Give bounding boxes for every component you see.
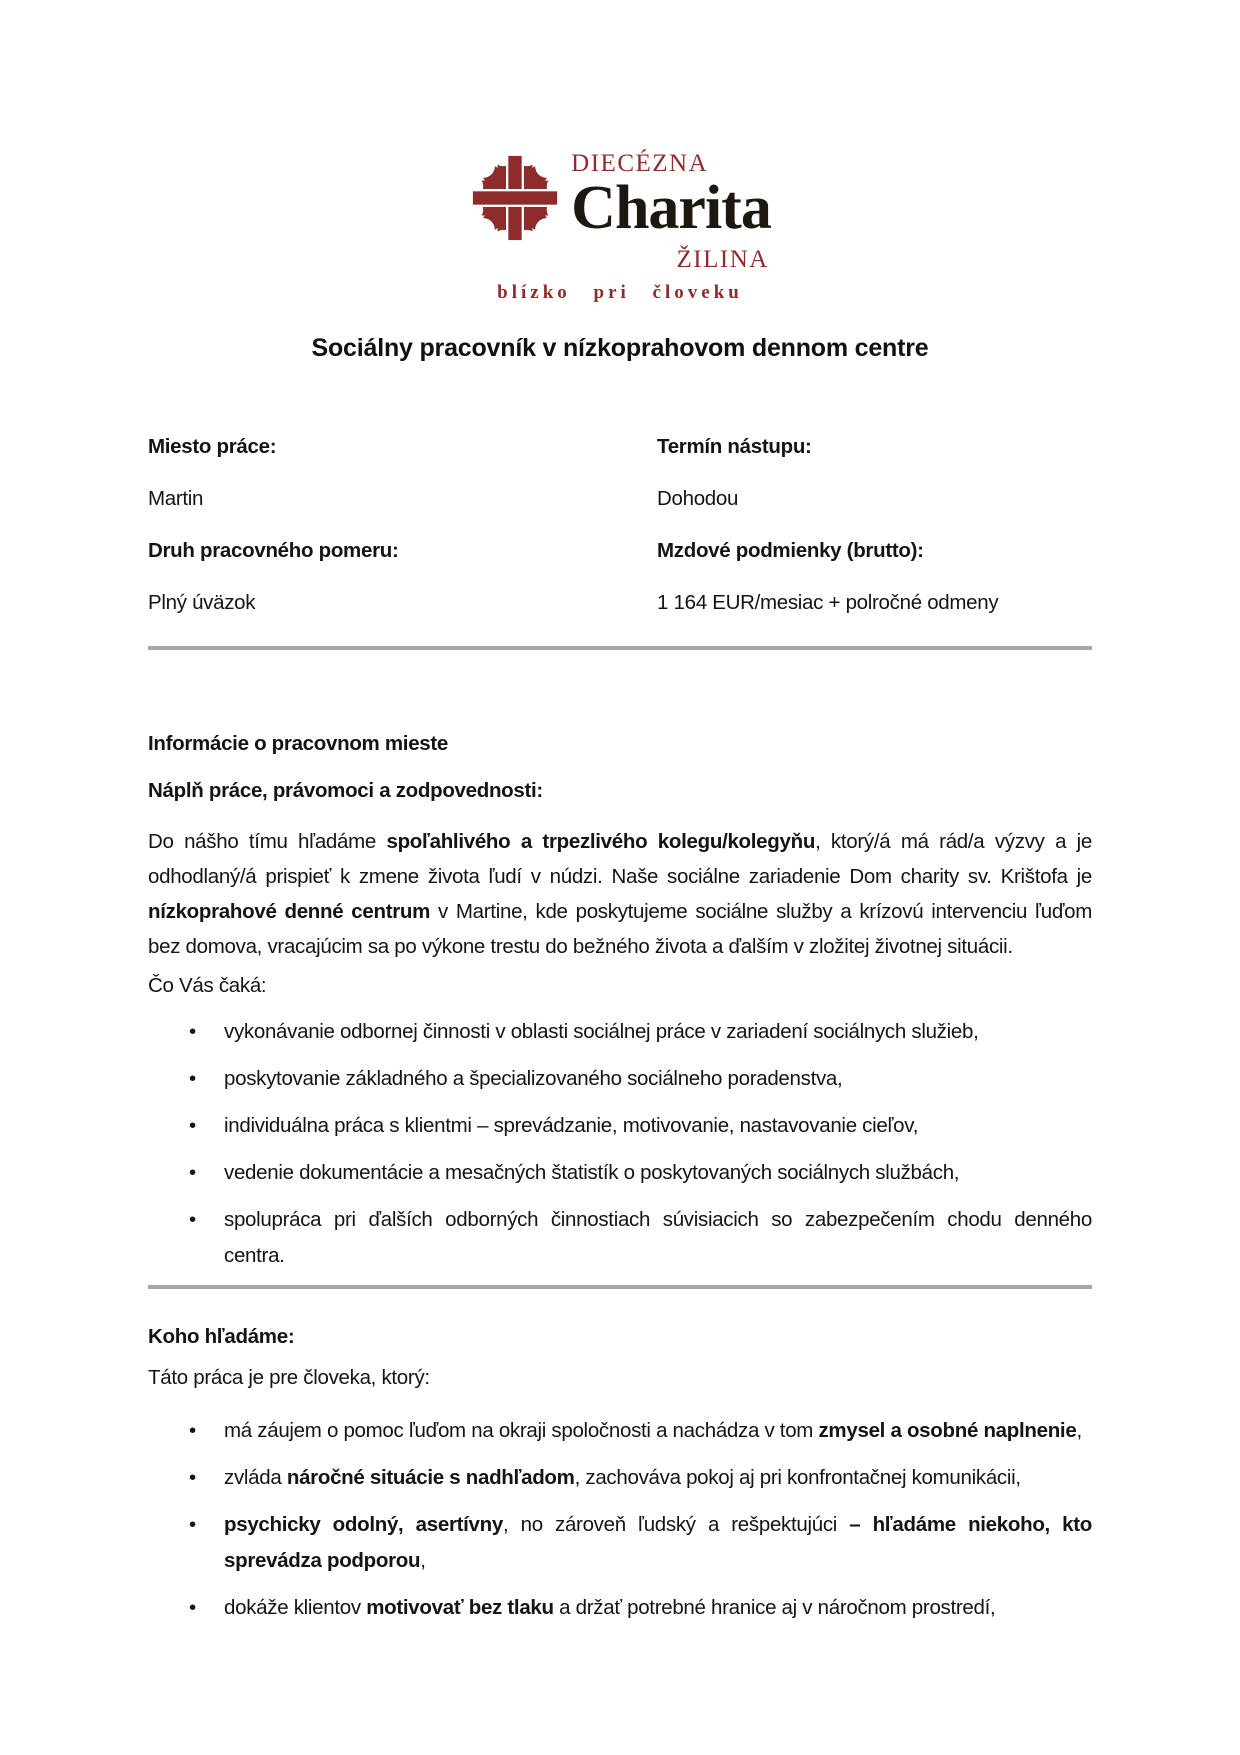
section-koho-hladame xyxy=(148,1325,1092,1626)
section-heading-informacie: Informácie o pracovnom mieste xyxy=(148,732,449,755)
list-item: • vedenie dokumentácie a mesačných štatistík o poskytovaných sociálnych službách, xyxy=(148,1155,1092,1191)
meta-label-miesto-prace: Miesto práce: xyxy=(148,435,277,458)
meta-value-druh-pomeru: Plný úväzok xyxy=(148,591,256,614)
meta-label-druh-pomeru: Druh pracovného pomeru: xyxy=(148,539,399,562)
charita-logo-text xyxy=(571,150,771,274)
meta-value-miesto-prace: Martin xyxy=(148,487,204,510)
logo-zilina-text: ŽILINA xyxy=(676,246,769,273)
section-divider-middle xyxy=(148,1285,1092,1289)
meta-label-termin-nastupu: Termín nástupu: xyxy=(657,435,812,458)
meta-label-mzdove-podmienky: Mzdové podmienky (brutto): xyxy=(657,539,924,562)
list-item: • psychicky odolný, asertívny, no zároveň ľudský a rešpektujúci – hľadáme niekoho, kto sprevádza podporou, xyxy=(148,1507,1092,1579)
list-item: • individuálna práca s klientmi – sprevádzanie, motivovanie, nastavovanie cieľov, xyxy=(148,1108,1092,1144)
duties-list xyxy=(148,1014,1092,1274)
section-divider-top xyxy=(148,646,1092,650)
list-item: • dokáže klientov motivovať bez tlaku a držať potrebné hranice aj v náročnom prostredí, xyxy=(148,1590,1092,1626)
list-item: • vykonávanie odbornej činnosti v oblasti sociálnej práce v zariadení sociálnych služieb, xyxy=(148,1014,1092,1050)
subheading-napln-prace: Náplň práce, právomoci a zodpovednosti: xyxy=(148,779,543,802)
section-heading-koho-hladame: Koho hľadáme: xyxy=(148,1325,295,1348)
job-intro-paragraph: Do nášho tímu hľadáme spoľahlivého a trpezlivého kolegu/kolegyňu, ktorý/á má rád/a výzvy a je odhodlaný/á prispieť k zmene života ľudí v núdzi. Naše sociálne zariadenie Dom charity sv. Krištofa je nízkoprahové denné centrum v Martine, kde poskytujeme sociálne služby a krízovú intervenciu ľuďom bez domova, vracajúcim sa po výkone trestu do bežného života a ďalším v zložitej životnej situácii. xyxy=(148,830,1093,958)
list-intro-tato-praca: Táto práca je pre človeka, ktorý: xyxy=(148,1366,430,1389)
charita-logo-row xyxy=(469,150,771,274)
job-meta-grid xyxy=(148,435,1092,643)
charita-logo xyxy=(469,150,771,303)
caritas-flame-cross-icon xyxy=(469,152,561,244)
job-title: Sociálny pracovník v nízkoprahovom dennom centre xyxy=(311,334,929,362)
list-item: • poskytovanie základného a špecializovaného sociálneho poradenstva, xyxy=(148,1061,1092,1097)
logo-diecezna-text: DIECÉZNA xyxy=(571,150,709,177)
list-intro-co-vas-caka: Čo Vás čaká: xyxy=(148,974,267,997)
meta-value-mzdove-podmienky: 1 164 EUR/mesiac + polročné odmeny xyxy=(657,591,999,614)
meta-value-termin-nastupu: Dohodou xyxy=(657,487,739,510)
logo-tagline: blízko pri človeku xyxy=(497,282,743,303)
list-item: • má záujem o pomoc ľuďom na okraji spoločnosti a nachádza v tom zmysel a osobné naplnenie, xyxy=(148,1413,1092,1449)
candidate-traits-list xyxy=(148,1413,1092,1626)
logo-charita-text: Charita xyxy=(571,174,771,242)
section-job-info xyxy=(148,732,1092,1274)
list-item: • zvláda náročné situácie s nadhľadom, zachováva pokoj aj pri konfrontačnej komunikácii, xyxy=(148,1460,1092,1496)
list-item: • spolupráca pri ďalších odborných činnostiach súvisiacich so zabezpečením chodu denného centra. xyxy=(148,1202,1092,1274)
